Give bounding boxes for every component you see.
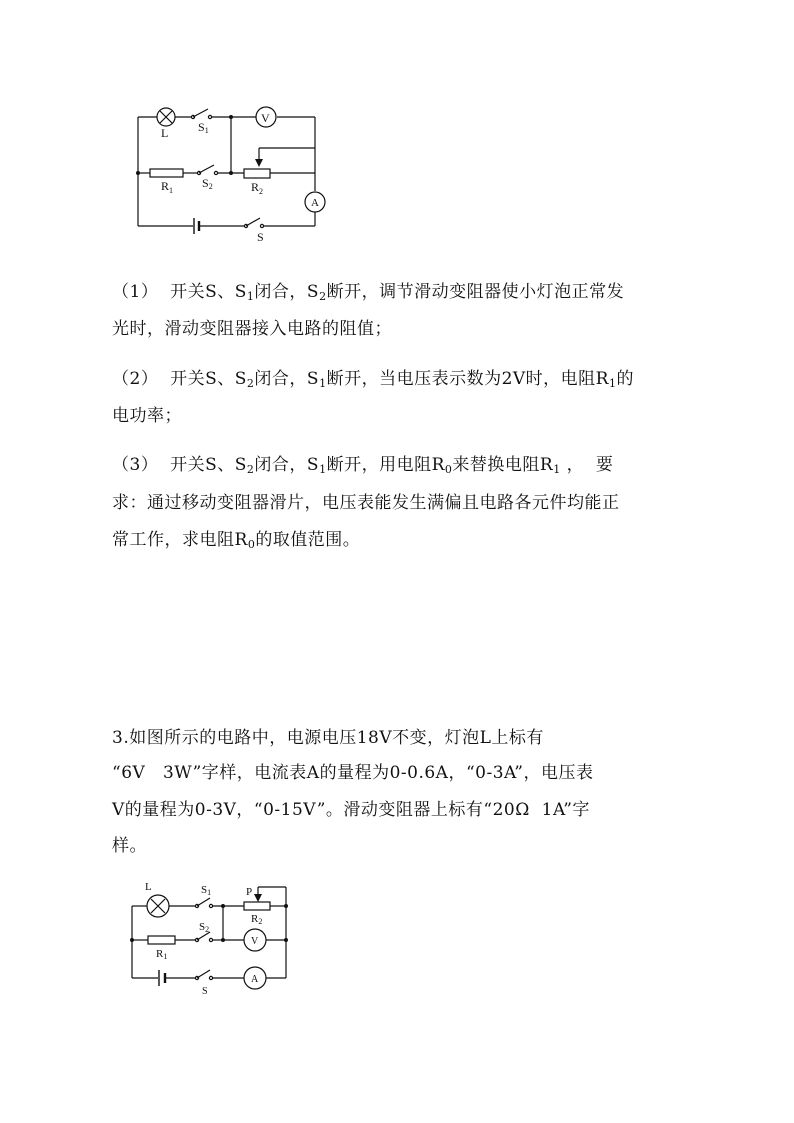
switch-s2-symbol-2 [195, 932, 212, 942]
s-label-2: S [202, 986, 208, 995]
switch-s1-symbol [191, 109, 211, 119]
part-1-line-1: （1） 开关S、$S_1$闭合，$S_2$断开，调节滑动变阻器使小灯泡正常发 [112, 282, 625, 303]
switch-s-symbol-2 [195, 970, 212, 980]
resistor-r1-symbol-2 [148, 936, 175, 944]
part-3-line-2: 求：通过移动变阻器滑片，电压表能发生满偏且电路各元件均能正 [112, 493, 620, 513]
slider-arrow-icon-2 [254, 894, 262, 902]
circuit-diagram-2 [120, 875, 300, 995]
switch-s2-symbol [197, 165, 217, 175]
battery-symbol [194, 218, 199, 234]
voltmeter-label-2: V [251, 936, 259, 947]
lamp-symbol-2 [147, 895, 169, 917]
resistor-r2-symbol [244, 169, 270, 178]
s1-label-2: S1 [201, 884, 212, 897]
r1-label: $R_1$ [161, 179, 174, 195]
voltmeter-label: V [261, 111, 270, 125]
resistor-r2-symbol-2 [244, 902, 270, 910]
r2-label-2: R2 [251, 913, 263, 926]
lamp-label-2: L [145, 881, 152, 893]
battery-symbol-2 [159, 970, 165, 986]
lamp-symbol [157, 108, 175, 126]
part-2-line-1: （2） 开关S、$S_2$闭合，$S_1$断开，当电压表示数为2V时，电阻$R_1$的 [112, 369, 634, 390]
question-3-line-3: V的量程为0-3V，“0-15V”。滑动变阻器上标有“20Ω 1A”字 [112, 800, 590, 820]
part-2-line-2: 电功率； [112, 406, 182, 426]
r1-label-2: R1 [156, 948, 168, 961]
r2-label: $R_2$ [251, 180, 264, 196]
p-label-2: P [246, 886, 253, 898]
circuit-diagram-1 [120, 95, 340, 245]
s2-label-2: S2 [199, 921, 210, 934]
lamp-label: L [161, 126, 169, 140]
slider-arrow-icon [255, 159, 263, 167]
question-3-line-4: 样。 [112, 836, 147, 856]
part-3-line-3: 常工作，求电阻$R_0$的取值范围。 [112, 530, 361, 551]
part-1-line-2: 光时，滑动变阻器接入电路的阻值； [112, 319, 392, 339]
part-3-line-1: （3） 开关S、$S_2$闭合，$S_1$断开，用电阻$R_0$来替换电阻$R_1$ ， 要 [112, 455, 614, 476]
ammeter-label: A [311, 197, 319, 209]
s2-label: S2 [202, 176, 213, 191]
switch-s1-symbol-2 [195, 898, 212, 908]
question-3-line-1: 3.如图所示的电路中，电源电压18V不变，灯泡L上标有 [112, 728, 544, 748]
s1-label: S1 [198, 120, 209, 135]
ammeter-label-2: A [251, 974, 259, 985]
s-label: S [257, 230, 264, 244]
switch-s-symbol [244, 218, 263, 228]
question-3-line-2: “6V 3W”字样，电流表A的量程为0-0.6A，“0-3A”，电压表 [112, 763, 594, 783]
resistor-r1-symbol [150, 169, 183, 177]
